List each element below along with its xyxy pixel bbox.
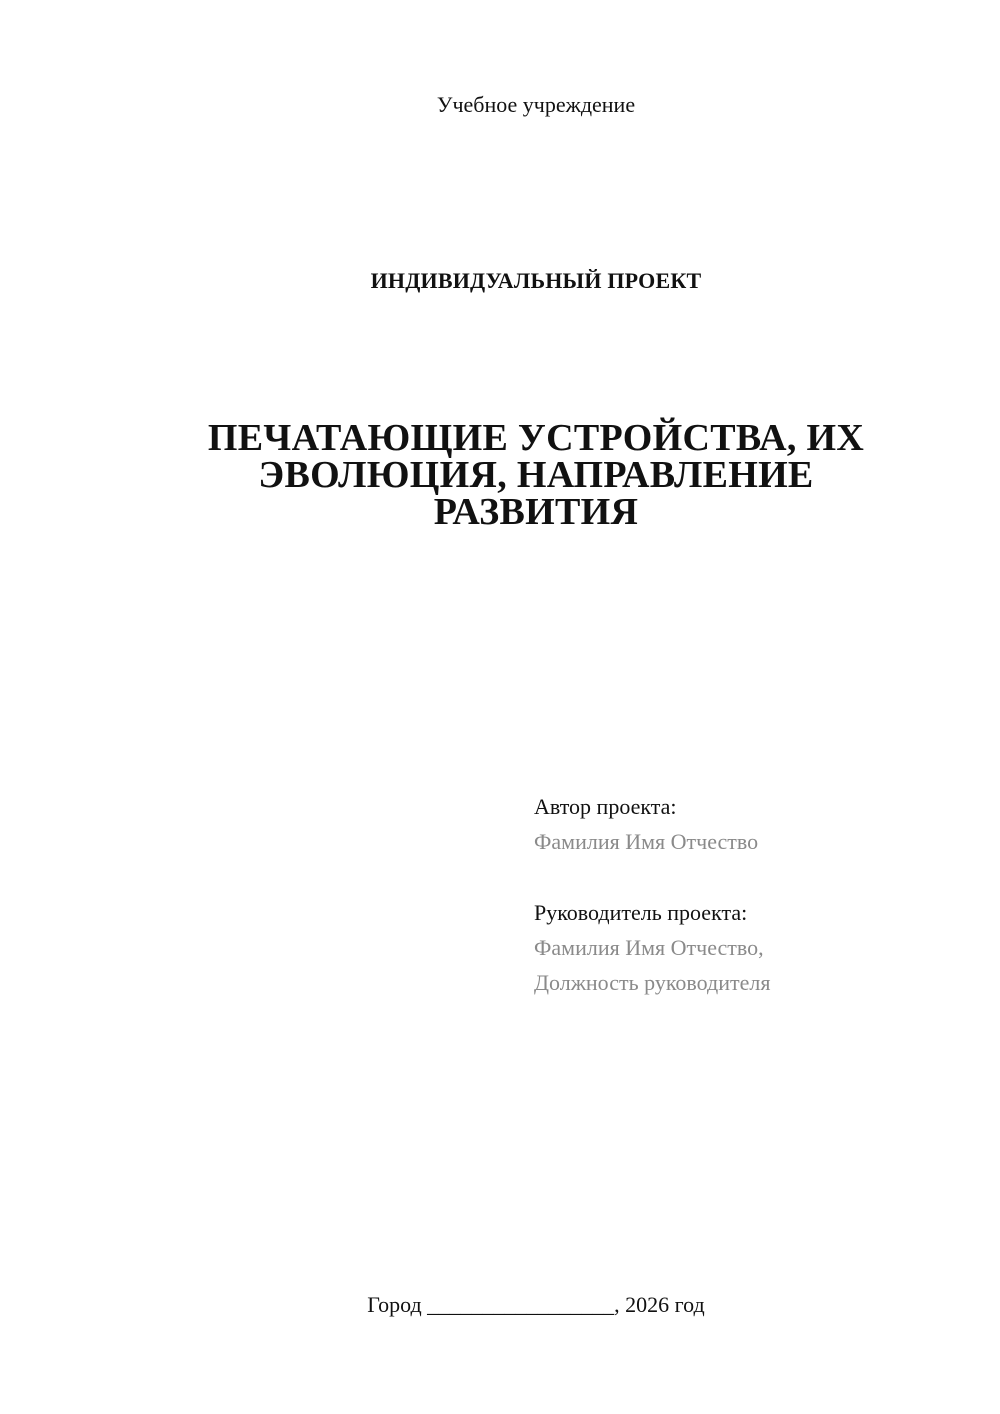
supervisor-label: Руководитель проекта: xyxy=(534,900,748,925)
project-title xyxy=(150,417,922,533)
author-label: Автор проекта: xyxy=(534,794,677,819)
project-title-line: ЭВОЛЮЦИЯ, НАПРАВЛЕНИЕ xyxy=(258,454,814,496)
institution-name: Учебное учреждение xyxy=(436,92,636,117)
city-year-line: Город _________________, 2026 год xyxy=(367,1292,705,1317)
credits-block xyxy=(534,789,974,1000)
project-title-line: ПЕЧАТАЮЩИЕ УСТРОЙСТВА, ИХ xyxy=(207,417,865,459)
supervisor-name: Фамилия Имя Отчество, xyxy=(534,935,764,960)
author-name: Фамилия Имя Отчество xyxy=(534,829,759,854)
credits-spacer xyxy=(534,859,974,895)
project-title-line: РАЗВИТИЯ xyxy=(433,491,639,533)
document-type: ИНДИВИДУАЛЬНЫЙ ПРОЕКТ xyxy=(370,268,702,293)
supervisor-position: Должность руководителя xyxy=(534,970,771,995)
